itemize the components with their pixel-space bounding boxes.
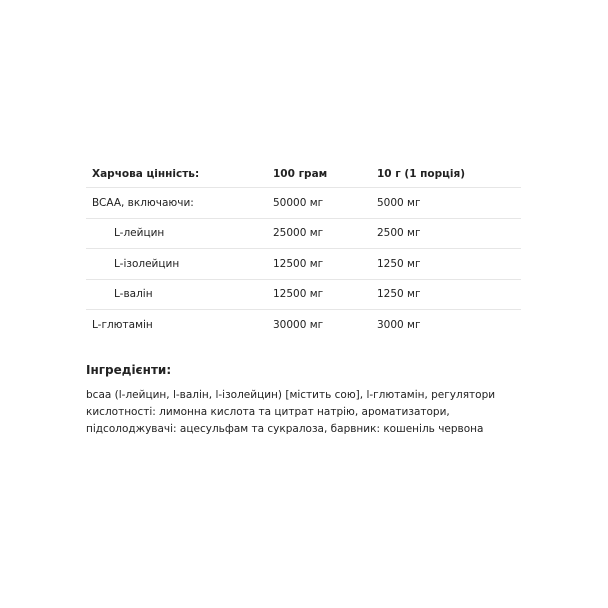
ingredients-text: bcaa (l-лейцин, l-валін, l-ізолейцин) [містить сою], l-глютамін, регулятори кислотності: лимонна кислота та цитрат натрію, ароматизатори, підсолоджувачі: ацесульфам та сукралоза, барвник: кошеніль червона bbox=[86, 389, 496, 435]
nutrition-header-row bbox=[86, 160, 521, 188]
row-per-serving: 1250 мг bbox=[377, 257, 421, 270]
row-name: L-валін bbox=[114, 288, 153, 301]
header-name: Харчова цінність: bbox=[92, 167, 200, 180]
row-name: L-лейцин bbox=[114, 227, 165, 240]
row-per100: 25000 мг bbox=[273, 227, 324, 240]
row-per-serving: 5000 мг bbox=[377, 196, 421, 209]
table-row bbox=[86, 310, 521, 341]
row-per100: 12500 мг bbox=[273, 288, 324, 301]
row-per100: 12500 мг bbox=[273, 257, 324, 270]
row-per-serving: 1250 мг bbox=[377, 288, 421, 301]
row-per100: 50000 мг bbox=[273, 196, 324, 209]
table-row bbox=[86, 188, 521, 219]
row-name: L-ізолейцин bbox=[114, 257, 180, 270]
table-row bbox=[86, 280, 521, 311]
row-name: L-глютамін bbox=[92, 319, 153, 332]
header-per100: 100 грам bbox=[273, 167, 328, 180]
header-per-serving: 10 г (1 порція) bbox=[377, 167, 466, 180]
row-name: BCAA, включаючи: bbox=[92, 196, 194, 209]
table-row bbox=[86, 249, 521, 280]
row-per-serving: 3000 мг bbox=[377, 319, 421, 332]
row-per-serving: 2500 мг bbox=[377, 227, 421, 240]
table-row bbox=[86, 219, 521, 250]
ingredients-title: Інгредієнти: bbox=[86, 363, 172, 377]
row-per100: 30000 мг bbox=[273, 319, 324, 332]
nutrition-table bbox=[86, 160, 521, 341]
